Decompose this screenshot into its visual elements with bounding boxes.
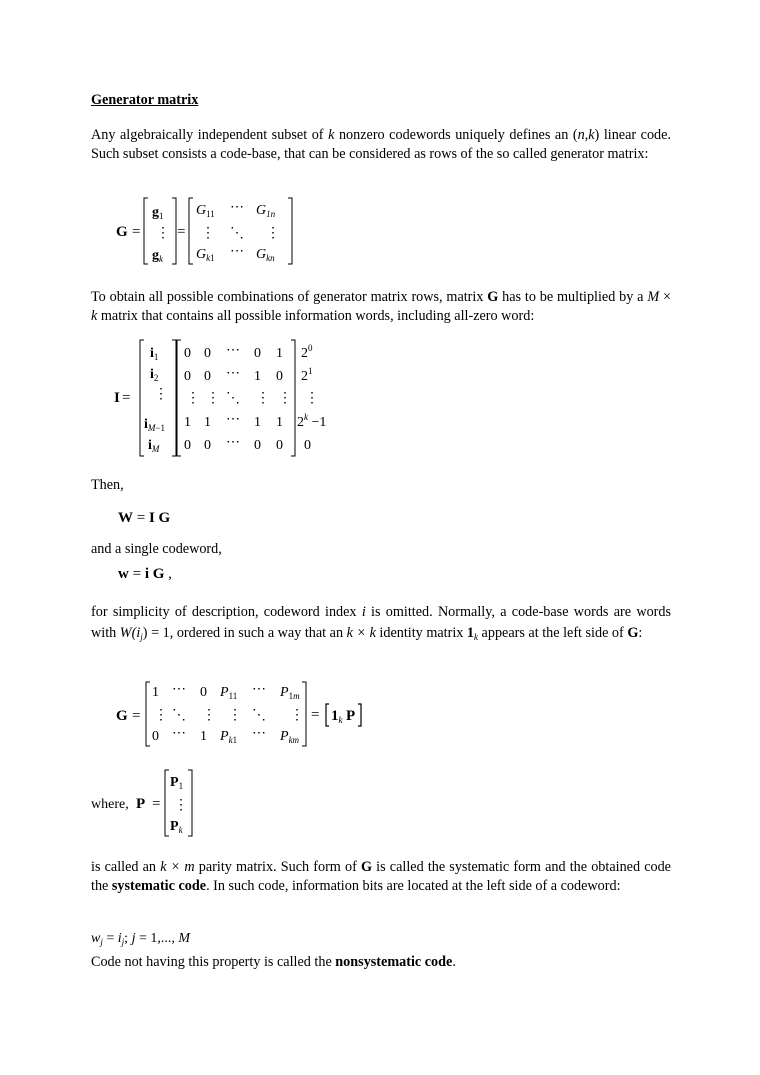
paragraph-nonsystematic (91, 953, 671, 972)
eq-sign: = (311, 707, 320, 723)
cell: ⋯ (172, 726, 186, 741)
expr-W: W(i (119, 625, 141, 641)
text: , (584, 127, 589, 143)
cell: ⋯ (226, 412, 240, 427)
text: is called an (91, 859, 161, 875)
P1m: $P_{1m}$ (280, 685, 300, 701)
var-w: w (118, 566, 129, 582)
text: identity matrix (375, 625, 467, 641)
cell: ⋯ (252, 682, 266, 697)
G11: $G_{11}$ (196, 203, 215, 219)
eq-sign: = (177, 224, 186, 240)
cell: 1 (276, 415, 283, 430)
expr-iG: i G (144, 566, 165, 582)
vdots: ⋮ (305, 391, 319, 406)
cell: ⋮ (228, 708, 242, 723)
G1n: $G_{1n}$ (256, 203, 276, 219)
section-heading: Generator matrix (91, 92, 199, 108)
text: ) linear code. Such subset consists a code-base, that can be considered as rows of the so called generator matrix: (91, 127, 671, 162)
expr-IG: I G (148, 510, 171, 526)
var-k: k (588, 127, 595, 143)
two-pow-k-minus-1: $2^k -1$ (297, 412, 327, 430)
sub-j: j (140, 632, 143, 642)
eq-sign: = (152, 796, 161, 812)
paragraph-intro (91, 126, 671, 163)
cell: 0 (276, 369, 283, 384)
cell: 0 (184, 346, 191, 361)
equation-information-matrix (108, 336, 348, 460)
text: is omitted. Normally, a code-base words are words with (91, 604, 671, 641)
eq-sign: = (122, 390, 131, 406)
cell: ⋯ (252, 726, 266, 741)
text: : (638, 625, 643, 641)
var-W: W (118, 510, 133, 526)
identity-1: 1 (466, 625, 474, 641)
equation-wj (88, 926, 248, 950)
identity-1k: $1_k$ (331, 708, 343, 725)
expr-kxk: k × k (346, 625, 376, 641)
cdots: ⋯ (230, 200, 244, 215)
text-then: Then, (91, 477, 124, 493)
eq-lhs-G: G (116, 708, 128, 724)
cell: ⋱ (226, 391, 240, 406)
cell: 0 (184, 438, 191, 453)
cell: 0 (184, 369, 191, 384)
cell: 0 (204, 346, 211, 361)
text: nonzero codewords uniquely defines an ( (334, 127, 578, 143)
equation-W (118, 510, 170, 527)
equation-systematic-form (108, 676, 378, 754)
text: , ordered in such a way that an (169, 625, 347, 641)
cdots: ⋯ (230, 244, 244, 259)
P1: $P_1$ (170, 775, 184, 791)
cell: ⋱ (252, 708, 266, 723)
cell: ⋮ (186, 391, 200, 406)
text: parity matrix. Such form of (194, 859, 361, 875)
eq-sign: = (132, 224, 141, 240)
vdots: ⋮ (174, 798, 188, 813)
var-G: G (627, 625, 639, 641)
Gk1: $G_{k1}$ (196, 247, 215, 263)
var-n: n (577, 127, 585, 143)
vdots: ⋮ (201, 226, 215, 241)
ddots: ⋱ (230, 226, 244, 241)
cell: 0 (254, 438, 261, 453)
cell: 1 (254, 415, 261, 430)
cell: ⋯ (226, 343, 240, 358)
cell: 1 (200, 729, 207, 744)
text: . (452, 954, 456, 970)
iM: $i_M$ (148, 438, 160, 454)
cell: ⋱ (172, 708, 186, 723)
var-k: k (91, 307, 98, 324)
info-matrix-cells (184, 343, 292, 453)
cell: ⋮ (290, 708, 304, 723)
cell: 0 (204, 438, 211, 453)
i1: $i_1$ (150, 346, 159, 362)
Pkm: $P_{km}$ (280, 729, 300, 745)
g1: $g_1$ (152, 205, 164, 221)
text: has to be multiplied by a (498, 289, 648, 305)
eq-sign: = (136, 510, 146, 526)
vdots: ⋮ (266, 226, 280, 241)
eq-sign: = (132, 566, 142, 582)
text-single-codeword: and a single codeword, (91, 541, 222, 557)
var-k: k (328, 127, 335, 143)
cell: ⋮ (202, 708, 216, 723)
iM-1: $i_M-1$ (144, 417, 165, 433)
cell: 0 (276, 438, 283, 453)
text: for simplicity of description, codeword index (91, 604, 362, 620)
eq-lhs-P: P (136, 796, 146, 812)
cell: 1 (184, 415, 191, 430)
eq-lhs-G: G (116, 224, 128, 240)
sys-matrix-cells (152, 682, 304, 745)
rhs-P: P (346, 708, 356, 724)
comma: , (164, 566, 172, 582)
term-nonsystematic-code: nonsystematic code (335, 954, 453, 970)
text: Code not having this property is called the (91, 954, 336, 970)
text: Any algebraically independent subset of (91, 127, 329, 143)
Pk1: $P_{k1}$ (220, 729, 238, 745)
i2: $i_2$ (150, 367, 159, 383)
cell: 1 (204, 415, 211, 430)
cell: 0 (204, 369, 211, 384)
P11: $P_{11}$ (220, 685, 238, 701)
text: appears at the left side of (478, 625, 628, 641)
expr-kxm: k × m (160, 859, 195, 875)
cell: ⋯ (172, 682, 186, 697)
Pk: $P_k$ (170, 819, 183, 835)
vdots: ⋮ (156, 226, 170, 241)
wj-expr: $w_j = i_j$; j = 1,..., M (91, 931, 191, 947)
cell: 0 (254, 346, 261, 361)
term-systematic-code: systematic code (111, 877, 207, 894)
cell: ⋮ (154, 708, 168, 723)
cell: ⋯ (226, 435, 240, 450)
var-G: G (360, 859, 373, 875)
gk: $g_k$ (152, 248, 163, 264)
cell: 0 (152, 729, 159, 744)
Gkn: $G_{kn}$ (256, 247, 275, 263)
text: matrix that contains all possible information words, including all-zero word: (97, 307, 535, 324)
equation-generator-matrix (108, 192, 308, 272)
paragraph-combinations (91, 288, 671, 325)
eq-sign: = (132, 708, 141, 724)
cell: ⋯ (226, 366, 240, 381)
cell: 1 (254, 369, 261, 384)
two-pow-1: $2^1$ (301, 366, 313, 384)
cell: 1 (276, 346, 283, 361)
paragraph-simplicity (91, 602, 671, 644)
equation-parity-vector (88, 766, 218, 840)
cell: ⋮ (256, 391, 270, 406)
cell: ⋮ (278, 391, 292, 406)
paragraph-parity (91, 858, 671, 895)
eq-lhs-I: I (114, 390, 120, 406)
times: × (659, 289, 671, 305)
text: To obtain all possible combinations of generator matrix rows, matrix (91, 289, 488, 305)
text: . In such code, information bits are located at the left side of a codeword: (206, 877, 621, 894)
cell: 1 (152, 685, 159, 700)
var-G: G (487, 289, 499, 305)
row-index-values (297, 343, 326, 453)
var-M: M (647, 289, 660, 305)
where-label: where, (91, 797, 129, 812)
equation-w (118, 566, 172, 583)
cell: ⋮ (206, 391, 220, 406)
var-i: i (361, 604, 366, 620)
two-pow-0: $2^0$ (301, 343, 313, 361)
cell: 0 (200, 685, 207, 700)
text: is called the systematic form and the obtained code the (91, 859, 671, 894)
vdots: ⋮ (154, 387, 168, 402)
zero: 0 (304, 438, 311, 453)
sub-k: k (474, 632, 478, 642)
expr-end: ) = 1 (142, 625, 170, 641)
